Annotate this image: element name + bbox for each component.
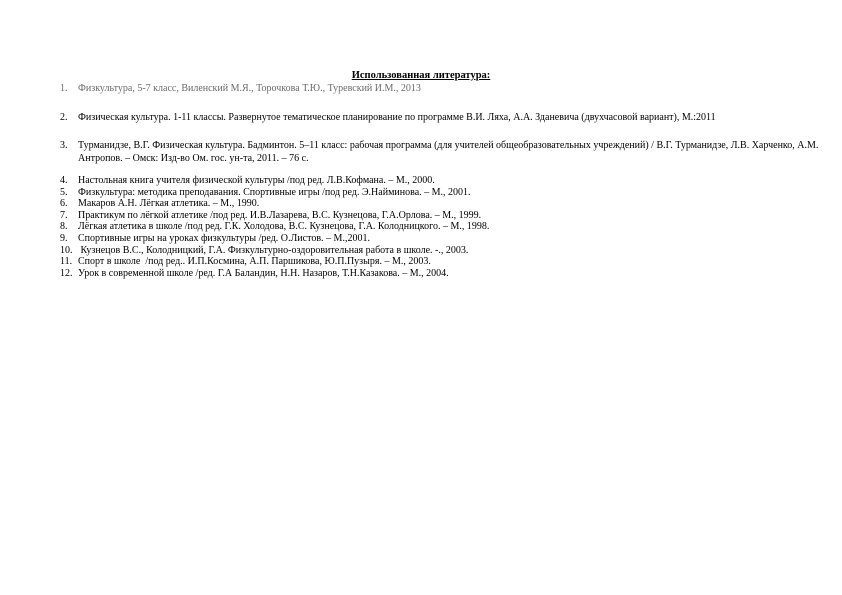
reference-text: Физическая культура. 1-11 классы. Развернутое тематическое планирование по программе В.И. Ляха, А.А. Зданевича (двухчасовой вариант), М.:2011 (78, 111, 716, 123)
reference-item (60, 245, 820, 257)
reference-text: Физкультура: методика преподавания. Спортивные игры /под ред. Э.Найминова. – М., 2001. (78, 186, 471, 198)
reference-text: Физкультура, 5-7 класс, Виленский М.Я., Торочкова Т.Ю., Туревский И.М., 2013 (78, 83, 421, 94)
reference-text: Кузнецов В.С., Колодницкий, Г.А. Физкультурно-оздоровительная работа в школе. -., 2003. (78, 244, 469, 256)
reference-text: Настольная книга учителя физической культуры /под ред. Л.В.Кофмана. – М., 2000. (78, 175, 435, 186)
reference-number: 2. (60, 111, 68, 123)
reference-text: Спорт в школе /под ред.. И.П.Космина, А.П. Паршикова, Ю.П.Пузыря. – М., 2003. (78, 256, 431, 268)
reference-number: 7. (60, 209, 68, 221)
reference-text: Практикум по лёгкой атлетике /под ред. И.В.Лазарева, В.С. Кузнецова, Г.А.Орлова. – М., 1999. (78, 209, 482, 221)
reference-number: 12. (60, 267, 73, 279)
page-title: Использованная литература: (351, 70, 491, 81)
reference-item (60, 198, 820, 210)
reference-list (60, 83, 820, 279)
reference-item (60, 256, 820, 268)
reference-number: 1. (60, 83, 68, 94)
reference-item (60, 221, 820, 233)
reference-item (60, 187, 820, 199)
reference-item (60, 210, 820, 222)
reference-number: 11. (60, 256, 73, 268)
reference-text: Спортивные игры на уроках физкультуры /ред. О.Листов. – М.,2001. (78, 232, 370, 244)
reference-number: 10. (60, 244, 73, 256)
reference-item (60, 233, 820, 245)
reference-text: Лёгкая атлетика в школе /под ред. Г.К. Холодова, В.С. Кузнецова, Г.А. Колодницкого. – М., 1998. (78, 221, 490, 233)
reference-text: Урок в современной школе /ред. Г.А Баландин, Н.Н. Назаров, Т.Н.Казакова. – М., 2004. (78, 267, 449, 279)
reference-item (60, 83, 820, 96)
reference-number: 6. (60, 198, 68, 210)
reference-item (60, 175, 820, 187)
reference-item (60, 140, 820, 165)
reference-text: Макаров А.Н. Лёгкая атлетика. – М., 1990. (78, 198, 260, 210)
reference-item (60, 268, 820, 280)
reference-item (60, 112, 820, 125)
reference-number: 4. (60, 175, 68, 186)
reference-text: Турманидзе, В.Г. Физическая культура. Бадминтон. 5–11 класс: рабочая программа (для учителей общеобразовательных учреждений) / В.Г. Турманидзе, Л.В. Харченко, А.М. Антропов. – Омск: Изд-во Ом. гос. ун-та, 2011. – 76 с. (78, 140, 821, 164)
reference-number: 9. (60, 232, 68, 244)
reference-number: 3. (60, 140, 68, 151)
reference-number: 5. (60, 186, 68, 198)
reference-number: 8. (60, 221, 68, 233)
